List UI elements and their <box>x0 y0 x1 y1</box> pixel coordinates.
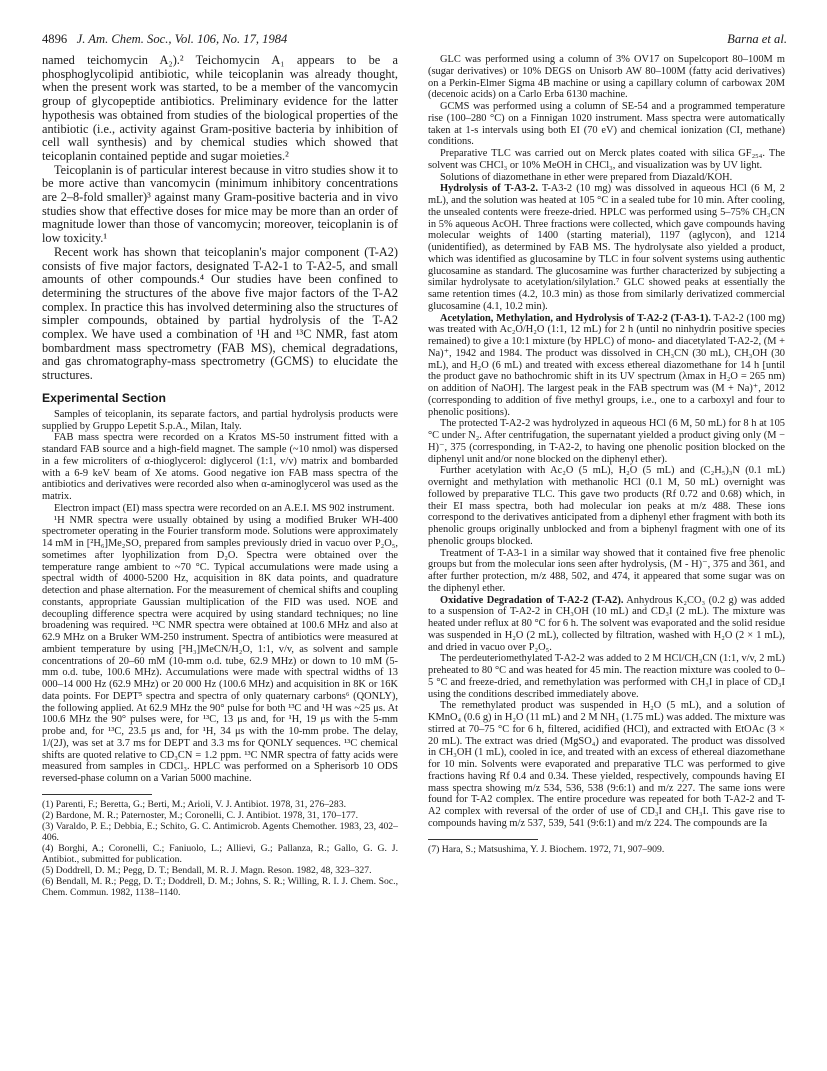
paragraph-text: T-A3-2 (10 mg) was dissolved in aqueous HCl (6 M, 2 mL), and the solution was heated at 105 °C in a sealed tube for 10 min. After cooling, the unsealed contents were freeze-dried. HPLC was performed using 5–75% CH₃CN in 5% aqueous AcOH. Three fractions were collected, which gave compounds having molecular weights of 1400 (starting material), 1197 (aglycon), and 1214 (unidentified), as determined by FAB MS. The hydrolysate also yielded a product, which was identified as glucosamine by TLC in four solvent systems using authentic glucosamine as standard. The glucosamine was further characterized by subjecting a similar hydrolysate to acetylation/silylation.⁷ GLC showed peaks at essentially the same retention times (4.2, 10.3 min) as those from similarly derivatized commercial glucosamine (4.1, 10.2 min). <box>428 183 785 312</box>
footnote: (7) Hara, S.; Matsushima, Y. J. Biochem. 1972, 71, 907–909. <box>428 843 665 855</box>
intro-paragraph: Recent work has shown that teicoplanin's major component (T-A2) consists of five major factors, designated T-A2-1 to T-A2-5, and small amounts of other compounds.⁴ Our studies have been confined to determining the structures of the above five major factors of the T-A2 complex. In practice this has involved determining also the structures of simpler compounds, obtained by partial hydrolysis of the T-A2 complex. We have used a combination of ¹H and ¹³C NMR, fast atom bombardment mass spectrometry (FAB MS), chemical degradations, and gas chromatography-mass spectrometry (GCMS) to elucidate the structures. <box>42 244 398 383</box>
running-header <box>42 30 787 48</box>
footnote: (5) Doddrell, D. M.; Pegg, D. T.; Bendall, M. R. J. Magn. Reson. 1982, 48, 323–327. <box>42 864 372 876</box>
right-column <box>428 54 785 855</box>
page-number: 4896 <box>42 32 68 46</box>
paragraph-text: GCMS was performed using a column of SE-54 and a programmed temperature rise (100–280 °C) on a Finnigan 1020 instrument. Mass spectra were automatically taken at 1-s intervals using both EI (70 eV) and chemical ionization (CI, methane) conditions. <box>428 101 785 148</box>
run-in-heading: Oxidative Degradation of T-A2-2 (T-A2). <box>440 594 624 606</box>
experimental-paragraph <box>428 183 785 312</box>
footnote-rule <box>428 839 538 840</box>
volume-issue-year: Vol. 106, No. 17, 1984 <box>174 32 288 46</box>
experimental-paragraph <box>428 172 785 184</box>
run-in-heading: Hydrolysis of T-A3-2. <box>440 183 538 195</box>
paragraph-text: Anhydrous K₂CO₃ (0.2 g) was added to a suspension of T-A2-2 in CH₃OH (10 mL) and CD₃I (2 mL). The mixture was heated under reflux at 80 °C for 6 h. The solvent was evaporated and the solid residue was suspended in H₂O (2 mL), collected by filtration, washed with H₂O (2 × 1 mL), and dried in vacuo over P₂O₅. <box>428 594 785 653</box>
section-heading: Experimental Section <box>42 390 166 405</box>
paragraph-text: The remethylated product was suspended in H₂O (5 mL), and a solution of KMnO₄ (0.6 g) in H₂O (11 mL) and 2 M NH₃ (1.75 mL) was added. The mixture was stirred at 70–75 °C for 6 h, filtered, acidified (HCl), and extracted with EtOAc (3 × 20 mL). The extract was dried (MgSO₄) and evaporated. The product was dissolved in CH₃OH (1 mL), cooled in ice, and treated with an excess of ethereal diazomethane for 10 min. Solvents were evaporated and preparative TLC was performed to give fractions having Rf 0.4 and 0.34. These yielded, respectively, compounds having EI mass spectra showing m/z 534, 536, 538 (9:6:1) and m/z 227. The same ions were found for T-A2 complex. The entire procedure was repeated for both T-A2-2 and T-A2 complex with reversal of the order of use of CD₃I and CH₃I. This gave rise to compounds having m/z 537, 539, 541 (9:6:1) and m/z 224. The compounds are Ia <box>428 700 785 829</box>
experimental-paragraph <box>428 54 785 101</box>
paragraph-text: Solutions of diazomethane in ether were prepared from Diazald/KOH. <box>440 171 733 183</box>
header-citation <box>42 30 287 48</box>
paragraph-text: Further acetylation with Ac₂O (5 mL), H₂O (5 mL) and (C₂H₅)₃N (0.1 mL) overnight and methylation with methanolic HCl (0.1 M, 50 mL) overnight was followed by preparative TLC. This gave two products (Rf 0.72 and 0.68) which, in their EI mass spectra, both had molecular ion peaks at m/z 488. These ions correspond to the derivatives anticipated from a diphenyl ether fragment with both its phenolic groups originally unblocked and from a biphenyl fragment with one of its phenolic groups blocked. <box>428 465 785 547</box>
header-authors: Barna et al. <box>727 32 787 46</box>
footnote-rule <box>42 794 152 795</box>
experimental-paragraph <box>428 148 785 172</box>
footnote: (3) Varaldo, P. E.; Debbia, E.; Schito, G. C. Antimicrob. Agents Chemother. 1983, 23, 402–406. <box>42 820 398 843</box>
paragraph-text: Treatment of T-A3-1 in a similar way showed that it contained five free phenolic groups but from the molecular ions seen after hydrolysis, (M - H)⁻, 375 and 361, and after further protection, m/z 488, 502, and 474, it appeared that some sugar was on the diphenyl ether. <box>428 547 785 594</box>
experimental-paragraph: ¹H NMR spectra were usually obtained by using a modified Bruker WH-400 spectrometer operating in the Fourier transform mode. Solutions were approximately 14 mM in [²H₆]Me₂SO, prepared from samples previously dried in vacuo over P₂O₅, sometimes after lyophilization from D₂O. Spectra were obtained over the temperature range ambient to ~70 °C. Typical accumulations were made using a spectral width of 4000-5200 Hz, acquisition in 8K data points, and quadrature detection and phase alternation. For the measurement of chemical shifts and coupling constants, appropriate Gaussian multiplication of the FID was used. NOE and decoupling difference spectra were acquired by using standard techniques; no line broadening was required. ¹³C NMR spectra were obtained at 100.6 MHz and also at 62.9 MHz on a Bruker WM-250 instrument. Spectra of antibiotics were measured at ambient temperature by using [²H₃]MeCN/H₂O, 1:1, v/v, as solvent and sample concentrations of 20–60 mM (10-mm o.d. tube, 62.9 MHz) or down to 10 mM (5-mm o.d. tube, 100.6 MHz). Accumulations were made with spectral widths of 13 000–14 000 Hz (62.9 MHz) or 20 000 Hz (100.6 MHz) and acquisition in 8K or 16K data points. For DEPT⁵ spectra and spectra of only quaternary carbons⁶ (QONLY), the following applied. At 62.9 MHz the 90° pulse for both ¹³C and ¹H was ~25 μs. At 100.6 MHz the 90° pulses were, for ¹³C, 13 μs and, for ¹H, 19 μs with the 5-mm probe and, for ¹³C, 23.5 μs and, for ¹H, 34 μs with the 10-mm probe. The delay, 1/(2J), was set at 3.7 ms for DEPT and 3.3 ms for QONLY sequences. ¹³C chemical shifts are quoted relative to CD₃CN = 1.2 ppm. ¹³C NMR spectra of fatty acids were measured from samples in CDCl₃. HPLC was performed on a Spherisorb 10 ODS reversed-phase column on a Varian 5000 machine. <box>42 514 398 785</box>
footnotes <box>42 799 398 898</box>
intro-paragraph: named teichomycin A₂).² Teichomycin A₁ appears to be a phosphoglycolipid antibiotic, while teicoplanin was already thought, when the present work was started, to be a member of the vancomycin group of glycopeptide antibiotics. Preliminary evidence for the latter hypothesis was obtained from studies of the biological properties of the antibiotic (i.e., activity against Gram-positive bacteria by inhibition of cell wall synthesis) and by chemical studies which showed that teicoplanin contained peptide and sugar moieties.² <box>42 53 398 163</box>
paragraph-text: The perdeuteriomethylated T-A2-2 was added to 2 M HCl/CH₃CN (1:1, v/v, 2 mL) preheated to 80 °C and was heated for 45 min. The reaction mixture was cooled to 0–5 °C and freeze-dried, and remethylation was performed with CH₃I in place of CD₃I using the conditions described immediately above. <box>428 653 785 700</box>
experimental-paragraph <box>428 595 785 654</box>
intro-paragraph: Teicoplanin is of particular interest because in vitro studies show it to be more active than vancomycin (minimum inhibitory concentrations are 2–8-fold smaller)³ against many Gram-positive bacteria and in vivo studies show that effective doses for mice may be more than an order of magnitude lower than those of vancomycin; moreover, teicoplanin is of low toxicity.¹ <box>42 162 398 246</box>
experimental-paragraph: Electron impact (EI) mass spectra were recorded on an A.E.I. MS 902 instrument. <box>54 502 395 514</box>
experimental-paragraph <box>428 465 785 547</box>
experimental-paragraph <box>428 101 785 148</box>
footnotes <box>428 844 785 855</box>
paragraph-text: T-A2-2 (100 mg) was treated with Ac₂O/H₂O (1:1, 12 mL) for 2 h (until no ninhydrin positive species remained) to give a 10:1 mixture (by HPLC) of mono- and diacetylated T-A2-2, (M + Na)⁺, 1942 and 1984. The product was dissolved in CH₃CN (30 mL), CH₃OH (30 mL), and H₂O (6 mL) and treated with excess ethereal diazomethane for 14 h [until the product gave no bathochromic shift in its UV spectrum (λmax in H₂O = 265 nm) on addition of NaOH]. The largest peak in the FAB spectrum was (M + Na)⁺, 2012 (corresponding to addition of five methyl groups, i.e., one to a carboxyl and four to phenolic positions). <box>428 312 785 418</box>
experimental-paragraph <box>428 653 785 700</box>
journal-name: J. Am. Chem. Soc., <box>76 32 172 46</box>
experimental-paragraph <box>428 313 785 419</box>
experimental-paragraph <box>428 548 785 595</box>
footnote: (1) Parenti, F.; Beretta, G.; Berti, M.; Arioli, V. J. Antibiot. 1978, 31, 276–283. <box>42 798 347 810</box>
experimental-continued <box>428 54 785 830</box>
paragraph-text: The protected T-A2-2 was hydrolyzed in aqueous HCl (6 M, 50 mL) for 8 h at 105 °C under N₂. After centrifugation, the supernatant yielded a product giving only (M − H)⁻, 375 (corresponding, in T-A2-2, to having one phenolic position blocked on the diphenyl unit and/or none blocked on the diphenyl ether). <box>428 418 785 465</box>
experimental-paragraph <box>428 418 785 465</box>
footnote: (2) Bardone, M. R.; Paternoster, M.; Coronelli, C. J. Antibiot. 1978, 31, 170–177. <box>42 809 359 821</box>
experimental-paragraph: FAB mass spectra were recorded on a Kratos MS-50 instrument fitted with a standard FAB source and a high-field magnet. The sample (~10 nmol) was dispersed in a few microliters of α-thioglycerol: diglycerol (1:1, v/v) matrix and bombarded with a 6-9 keV beam of Xe atoms. Good negative ion FAB mass spectra of the antibiotics and derivatives were recorded also when α-aminoglycerol was used as the matrix. <box>42 432 398 503</box>
paragraph-text: Preparative TLC was carried out on Merck plates coated with silica GF₂₅₄. The solvent was CHCl₃ or 10% MeOH in CHCl₃, and visualization was by UV light. <box>428 148 785 171</box>
footnote: (6) Bendall, M. R.; Pegg, D. T.; Doddrell, D. M.; Johns, S. R.; Willing, R. I. J. Chem. Soc., Chem. Commun. 1982, 1138–1140. <box>42 875 398 898</box>
paragraph-text: GLC was performed using a column of 3% OV17 on Supelcoport 80–100M m (sugar derivatives) or 10% DEGS on Unisorb AW 80–100M (fatty acid derivatives) on a Perkin-Elmer Sigma 4B machine or using a capillary column of carbowax 20M (decenoic acids) on a Carlo Erba 6130 machine. <box>428 54 785 101</box>
footnote: (4) Borghi, A.; Coronelli, C.; Faniuolo, L.; Allievi, G.; Pallanza, R.; Gallo, G. G. J. Antibiot., submitted for publication. <box>42 842 398 865</box>
experimental-paragraph: Samples of teicoplanin, its separate factors, and partial hydrolysis products were supplied by Gruppo Lepetit S.p.A., Milan, Italy. <box>42 408 398 432</box>
experimental-paragraph <box>428 700 785 829</box>
introduction <box>42 54 398 383</box>
experimental-section <box>42 409 398 785</box>
left-column <box>42 54 398 898</box>
run-in-heading: Acetylation, Methylation, and Hydrolysis of T-A2-2 (T-A3-1). <box>440 312 711 324</box>
